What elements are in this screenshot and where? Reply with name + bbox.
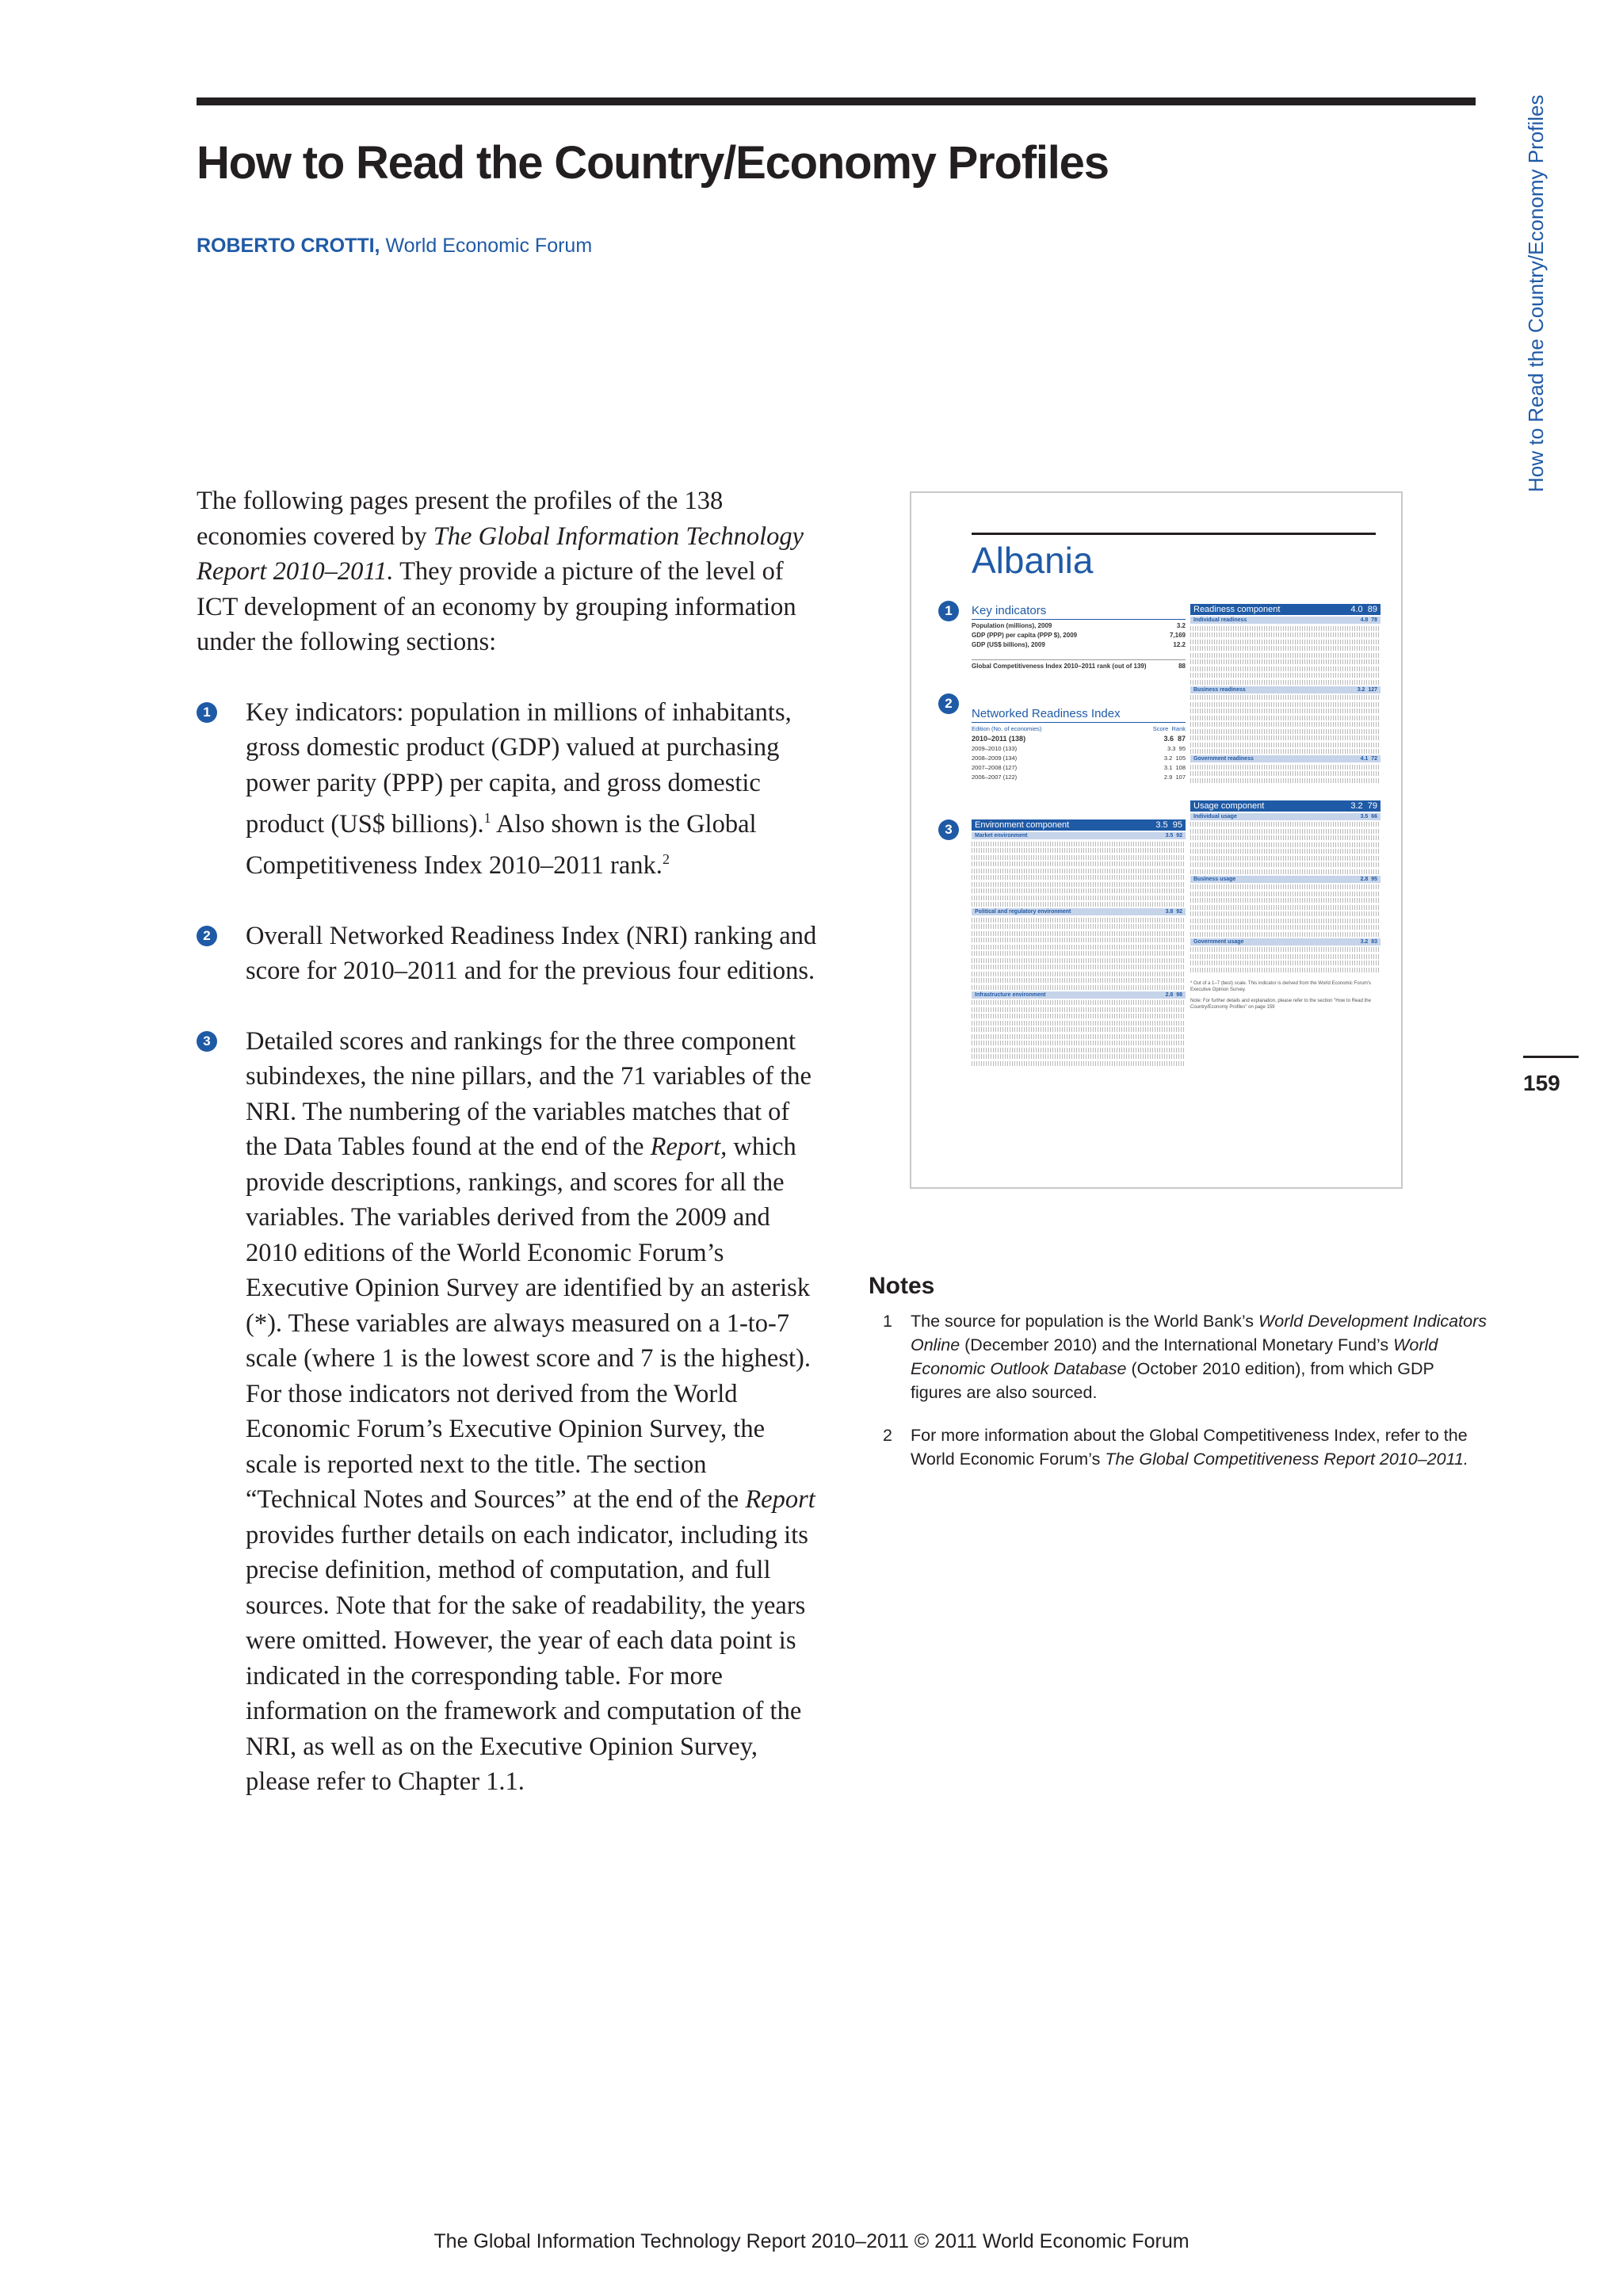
indicator-value: 7,169 [1169, 632, 1186, 639]
page-footer: The Global Information Technology Report 2010–2011 © 2011 World Economic Forum [433, 2230, 1190, 2252]
nri-edition: 2008–2009 (134) [972, 755, 1018, 762]
nri-rank: 87 [1177, 735, 1186, 743]
gci-value: 88 [1178, 663, 1186, 670]
number-badge: 1 [938, 601, 959, 621]
notes-section [869, 1273, 1487, 1490]
nri-edition: 2010–2011 (138) [972, 735, 1026, 743]
pillar-score: 3.8 [1165, 909, 1174, 915]
profile-rule [972, 533, 1376, 535]
pillar-rank: 72 [1371, 756, 1377, 762]
pillar-score: 3.2 [1357, 686, 1365, 693]
note-source-2: World Economic Outlook Database [911, 1335, 1438, 1378]
pillar-score: 3.2 [1360, 938, 1369, 945]
col-score: Score [1152, 725, 1169, 732]
pillar-label: Market environment [975, 833, 1028, 839]
nri-score: 3.2 [1163, 755, 1173, 762]
nri-row [972, 755, 1186, 762]
indicator-value: 12.2 [1173, 641, 1186, 648]
component-bar [1190, 604, 1381, 615]
nri-heading: Networked Readiness Index [972, 707, 1186, 723]
author-affiliation: World Economic Forum [385, 235, 593, 257]
note-text-3: (October 2010 edition), from which GDP figures are also sourced. [911, 1359, 1434, 1402]
nri-row [972, 774, 1186, 781]
gci-label: Global Competitiveness Index 2010–2011 rank (out of 139) [972, 663, 1147, 670]
nri-row [972, 745, 1186, 752]
item-text: Detailed scores and rankings for the three component subindexes, the nine pillars, and the 71 variables of the NRI. The numbering of the variables matches that of the Data Tables found at the end of the [246, 1026, 812, 1162]
key-indicators-heading: Key indicators [972, 604, 1186, 620]
col-rank: Rank [1171, 725, 1186, 732]
pillar-bar [972, 908, 1186, 915]
nri-edition: 2009–2010 (133) [972, 745, 1018, 752]
pillar-label: Infrastructure environment [975, 991, 1046, 998]
pillar-bar [1190, 938, 1381, 946]
footnote-ref: 2 [662, 851, 670, 868]
pillar-label: Political and regulatory environment [975, 909, 1071, 915]
environment-column [972, 819, 1186, 1066]
nri-header-row [972, 725, 1186, 732]
top-rule [197, 97, 1476, 105]
intro-text-2: They provide a picture of the level of ICT development of an economy by grouping information under the following sections: [197, 557, 796, 656]
page-number: 159 [1523, 1071, 1560, 1095]
number-badge: 3 [197, 1031, 217, 1052]
notes-heading: Notes [869, 1273, 935, 1299]
gci-row [972, 659, 1186, 670]
nri-row [972, 764, 1186, 771]
running-title: How to Read the Country/Economy Profiles [1524, 95, 1548, 493]
nri-edition: 2007–2008 (127) [972, 764, 1018, 771]
intro-text: The following pages present the profiles of the 138 economies covered by [197, 487, 724, 551]
indicator-label: GDP (US$ billions), 2009 [972, 641, 1045, 648]
note-item [869, 1423, 1487, 1471]
pillar-bar [1190, 617, 1381, 624]
profile-preview [910, 491, 1403, 1189]
page-number-rule [1523, 1056, 1579, 1058]
component-score: 3.5 [1155, 820, 1168, 830]
pillar-label: Business usage [1193, 876, 1236, 882]
report-title: The Global Information Technology Report 2010–2011. [197, 521, 804, 586]
profile-footnote: * Out of a 1–7 (best) scale. This indicator is derived from the World Economic Forum's Executive Opinion Survey. [1190, 980, 1372, 992]
author-name: ROBERTO CROTTI, [197, 235, 380, 257]
component-bar [972, 819, 1186, 831]
component-label: Usage component [1193, 800, 1265, 811]
nri-score: 3.3 [1167, 745, 1176, 752]
pillar-score: 4.8 [1360, 617, 1369, 623]
pillar-rank: 92 [1176, 909, 1182, 915]
item-text: Overall Networked Readiness Index (NRI) ranking and score for 2010–2011 and for the previous four editions. [246, 921, 817, 986]
pillar-bar [972, 991, 1186, 999]
list-item [197, 695, 823, 884]
note-text: The source for population is the World Bank’s [911, 1312, 1258, 1331]
profile-footnote-2: Note: For further details and explanation, please refer to the section "How to Read the Country/Economy Profiles" on page 159 [1190, 998, 1371, 1010]
nri-block [972, 707, 1186, 781]
note-number: 1 [883, 1312, 892, 1331]
page-number-box [1523, 1056, 1579, 1096]
profile-country: Albania [972, 540, 1094, 581]
report-ref: Report [745, 1485, 815, 1515]
nri-row [972, 735, 1186, 743]
indicator-row [972, 622, 1186, 629]
nri-edition: 2006–2007 (122) [972, 774, 1018, 781]
nri-rank: 107 [1175, 774, 1186, 781]
intro-paragraph [197, 483, 823, 660]
pillar-score: 4.1 [1360, 756, 1369, 762]
pillar-rank: 78 [1371, 617, 1377, 623]
pillar-bar [972, 832, 1186, 839]
pillar-rank: 95 [1371, 876, 1377, 882]
pillar-bar [1190, 686, 1381, 693]
pillar-rank: 66 [1371, 813, 1377, 819]
key-indicators-block [972, 604, 1186, 670]
pillar-score: 2.8 [1165, 991, 1174, 998]
pillar-score: 2.8 [1360, 876, 1369, 882]
pillar-label: Individual readiness [1193, 617, 1247, 623]
note-text-2: (December 2010) and the International Monetary Fund’s [960, 1335, 1394, 1354]
note-source: The Global Competitiveness Report 2010–2011. [1105, 1450, 1468, 1469]
pillar-rank: 92 [1176, 833, 1182, 839]
item-text-3: provides further details on each indicator, including its precise definition, method of computation, and full sources. Note that for the sake of readability, the years were omitted. However, the year of each data point is indicated in the corresponding table. For more information on the framework and computation of the NRI, as well as on the Executive Opinion Survey, please refer to Chapter 1.1. [246, 1520, 808, 1797]
component-score: 3.2 [1350, 800, 1363, 811]
item-text-2: which provide descriptions, rankings, and scores for all the variables. The variables derived from the 2009 and 2010 editions of the World Economic Forum’s Executive Opinion Survey are identified by an asterisk (*). These variables are always measured on a 1-to-7 scale (where 1 is the lowest score and 7 is the highest). For those indicators not derived from the World Economic Forum’s Executive Opinion Survey, the scale is reported next to the title. The section “Technical Notes and Sources” at the end of the [246, 1133, 811, 1515]
pillar-bar [1190, 755, 1381, 762]
note-source: World Development Indicators Online [911, 1312, 1487, 1354]
number-badge: 1 [197, 702, 217, 723]
body-text [197, 483, 823, 1800]
number-badge: 3 [938, 819, 959, 840]
pillar-label: Government usage [1193, 938, 1244, 945]
note-item [869, 1309, 1487, 1404]
footnote-ref: 1 [483, 810, 491, 826]
indicator-label: Population (millions), 2009 [972, 622, 1052, 629]
pillar-label: Individual usage [1193, 813, 1237, 819]
pillar-score: 3.5 [1360, 813, 1369, 819]
indicator-row [972, 641, 1186, 648]
pillar-label: Government readiness [1193, 756, 1254, 762]
pillar-label: Business readiness [1193, 686, 1246, 693]
note-text: For more information about the Global Competitiveness Index, refer to the World Economic Forum’s [911, 1426, 1468, 1469]
component-label: Readiness component [1193, 605, 1281, 614]
list-item [197, 1024, 823, 1800]
page-title: How to Read the Country/Economy Profiles [197, 137, 1109, 189]
component-label: Environment component [975, 820, 1070, 830]
report-ref: Report, [650, 1133, 727, 1162]
nri-score: 2.9 [1163, 774, 1173, 781]
nri-rank: 108 [1175, 764, 1186, 771]
component-rank: 95 [1172, 820, 1182, 830]
pillar-score: 3.5 [1165, 833, 1174, 839]
component-rank: 89 [1367, 605, 1377, 614]
indicator-label: GDP (PPP) per capita (PPP $), 2009 [972, 632, 1078, 639]
pillar-rank: 127 [1368, 686, 1377, 693]
nri-rank: 95 [1178, 745, 1186, 752]
number-badge: 2 [938, 693, 959, 714]
nri-score: 3.1 [1163, 764, 1173, 771]
pillar-bar [1190, 876, 1381, 883]
component-rank: 79 [1367, 800, 1377, 811]
readiness-usage-column [1190, 604, 1381, 1010]
pillar-rank: 83 [1371, 938, 1377, 945]
indicator-row [972, 632, 1186, 639]
indicator-value: 3.2 [1176, 622, 1186, 629]
list-item [197, 919, 823, 989]
nri-rank: 105 [1175, 755, 1186, 762]
item-text-2: Also shown is the Global Competitiveness Index 2010–2011 rank. [246, 809, 757, 881]
col-edition: Edition (No. of economies) [972, 725, 1042, 732]
pillar-bar [1190, 813, 1381, 820]
byline [197, 235, 592, 258]
pillar-rank: 98 [1176, 991, 1182, 998]
component-score: 4.0 [1350, 605, 1363, 614]
component-bar [1190, 800, 1381, 812]
note-number: 2 [883, 1426, 892, 1445]
item-text: Key indicators: population in millions of inhabitants, gross domestic product (GDP) valued at purchasing power parity (PPP) per capita, and gross domestic product (US$ billions). [246, 697, 792, 839]
number-badge: 2 [197, 926, 217, 946]
nri-score: 3.6 [1163, 735, 1174, 743]
